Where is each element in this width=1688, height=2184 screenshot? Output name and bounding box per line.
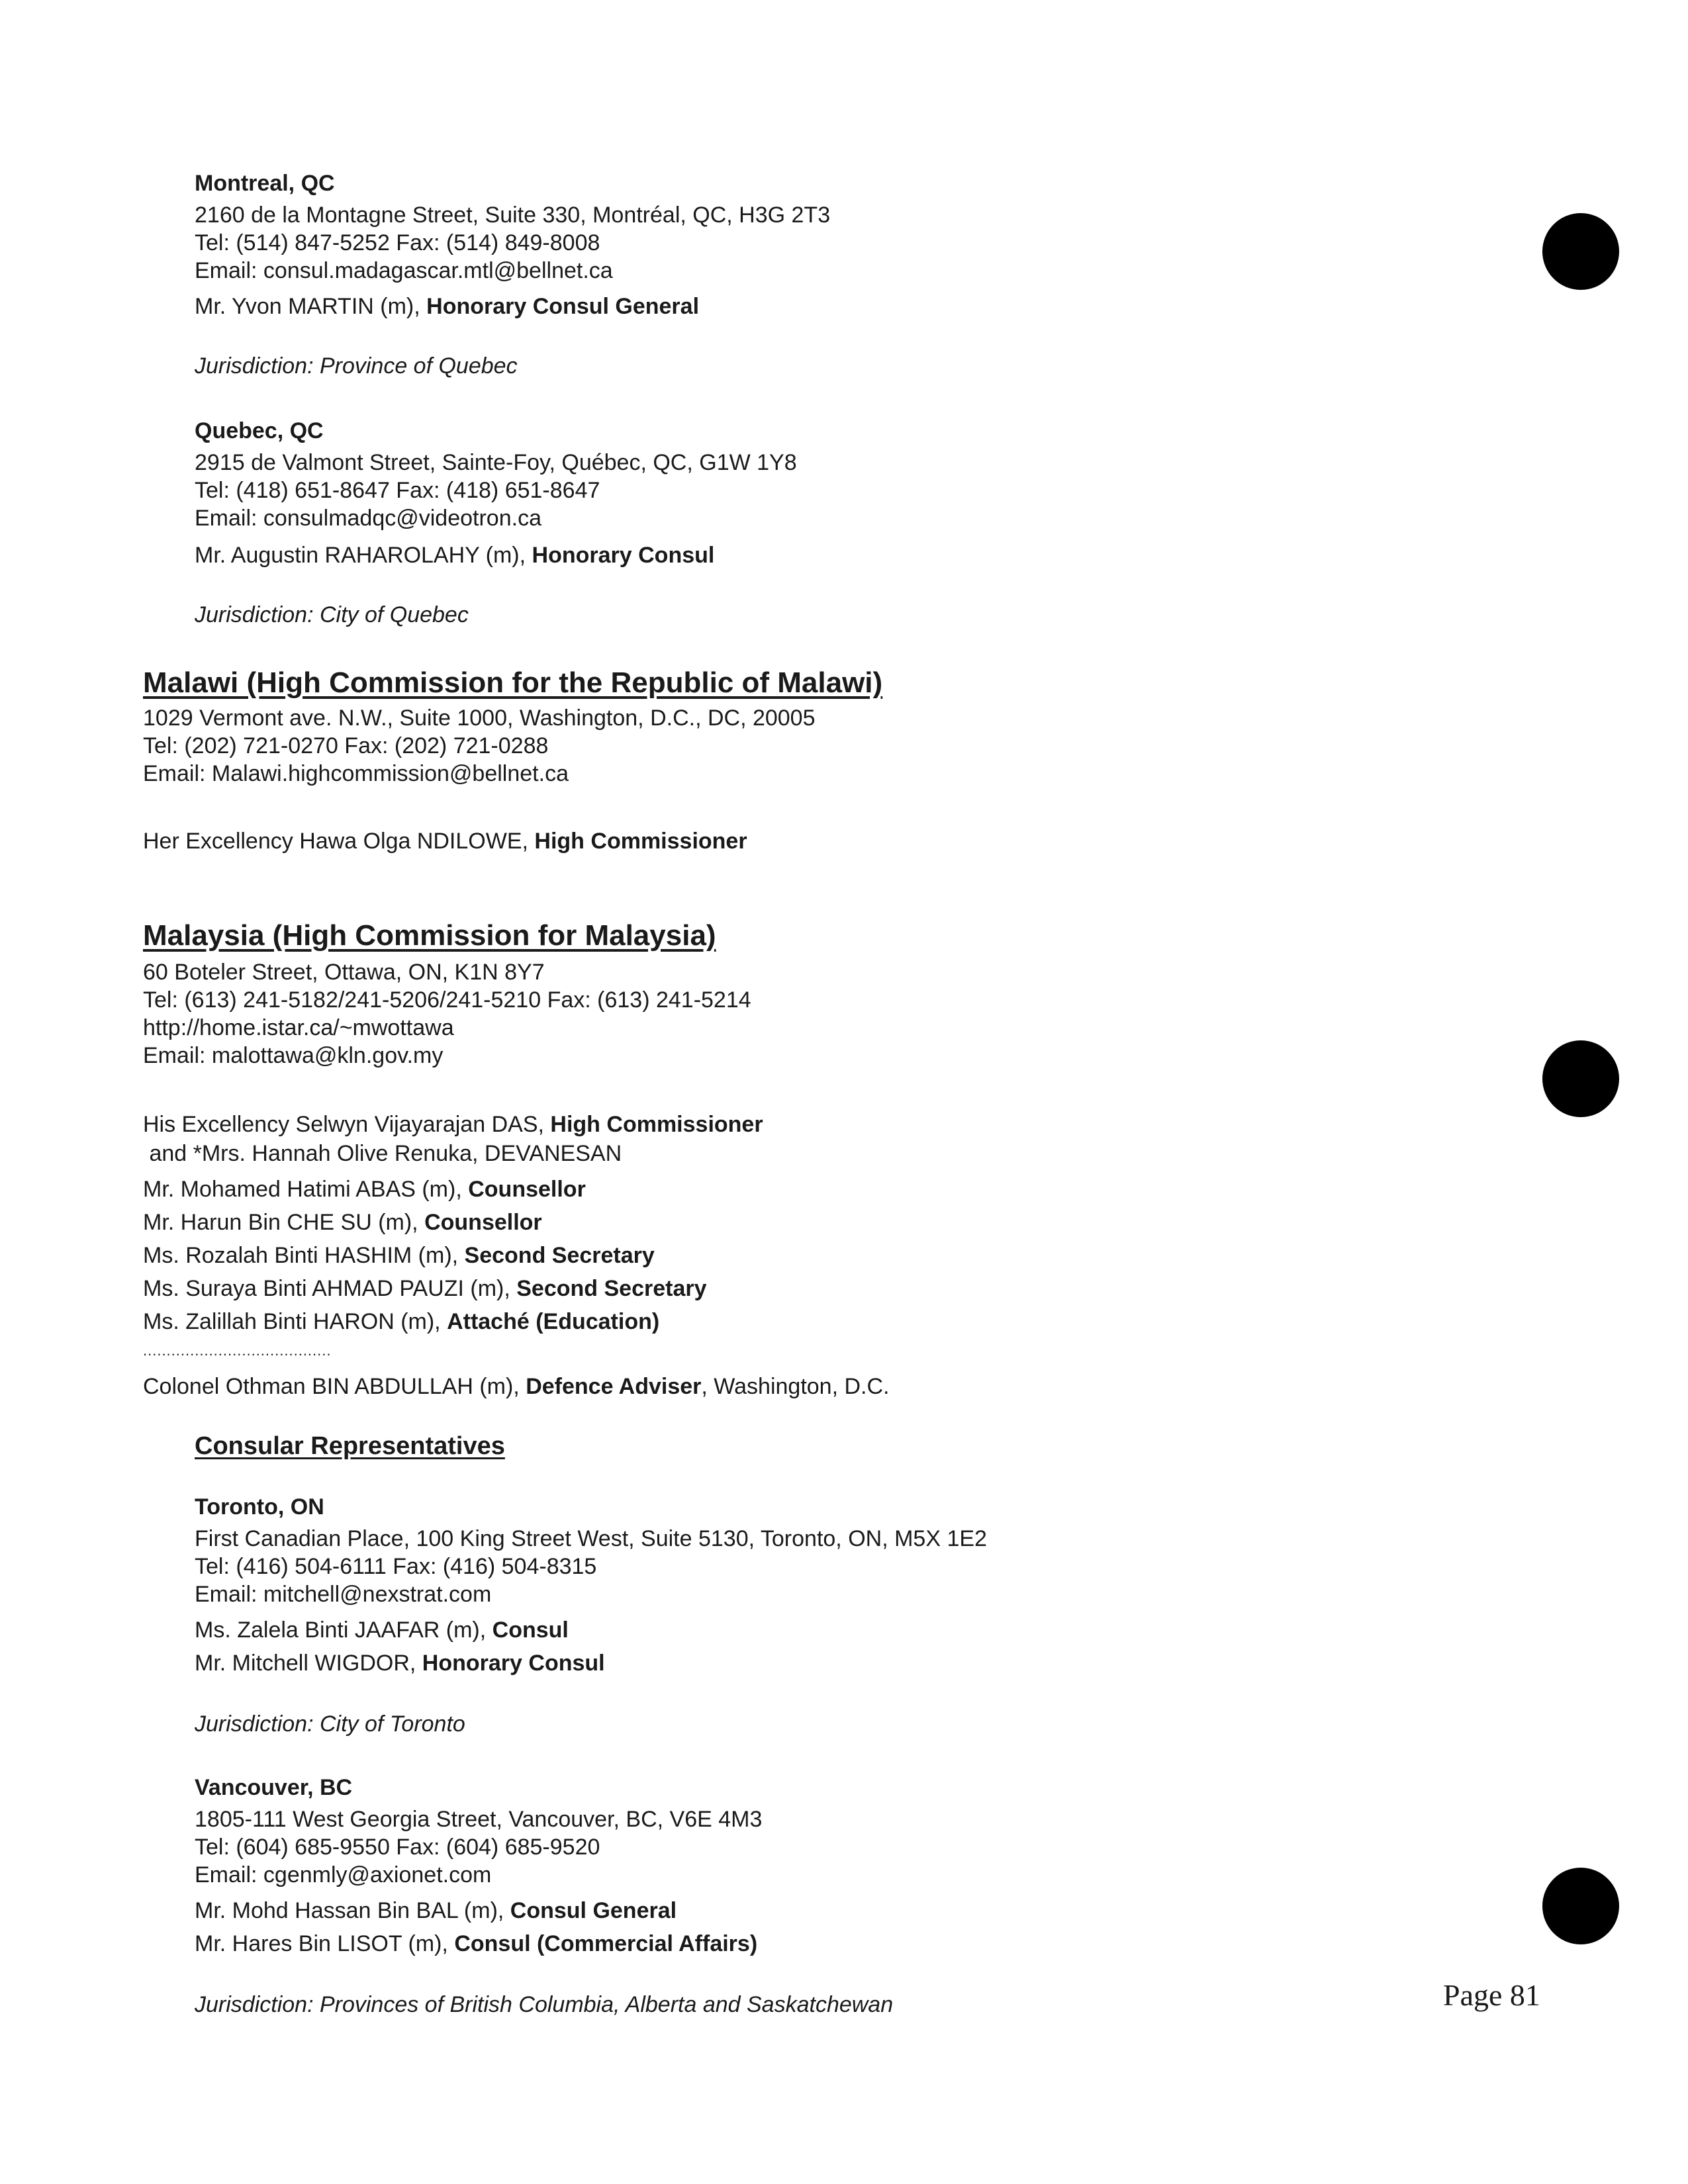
- vancouver-p1-title: Consul General: [510, 1898, 677, 1923]
- quebec-email: Email: consulmadqc@videotron.ca: [195, 506, 541, 531]
- quebec-address: 2915 de Valmont Street, Sainte-Foy, Québec, QC, G1W 1Y8: [195, 450, 797, 475]
- staff-row: [143, 1208, 542, 1236]
- malaysia-email: Email: malottawa@kln.gov.my: [143, 1043, 444, 1068]
- defence-location: , Washington, D.C.: [701, 1374, 890, 1399]
- toronto-p1-title: Consul: [492, 1617, 569, 1643]
- punch-hole-middle: [1542, 1040, 1619, 1117]
- quebec-title: Honorary Consul: [532, 543, 715, 568]
- vancouver-p2-title: Consul (Commercial Affairs): [454, 1931, 758, 1956]
- malawi-email: Email: Malawi.highcommission@bellnet.ca: [143, 761, 569, 786]
- montreal-tel: Tel: (514) 847-5252 Fax: (514) 849-8008: [195, 230, 600, 255]
- malawi-address: 1029 Vermont ave. N.W., Suite 1000, Washington, D.C., DC, 20005: [143, 705, 816, 731]
- malawi-person: Her Excellency Hawa Olga NDILOWE,: [143, 829, 535, 854]
- defence-title: Defence Adviser: [526, 1374, 702, 1399]
- malaysia-hc-title: High Commissioner: [550, 1112, 763, 1137]
- defence-name: Colonel Othman BIN ABDULLAH (m),: [143, 1374, 526, 1399]
- montreal-jurisdiction: Jurisdiction: Province of Quebec: [195, 353, 518, 379]
- vancouver-p1-name: Mr. Mohd Hassan Bin BAL (m),: [195, 1898, 510, 1923]
- vancouver-email: Email: cgenmly@axionet.com: [195, 1862, 492, 1888]
- malawi-tel: Tel: (202) 721-0270 Fax: (202) 721-0288: [143, 733, 549, 758]
- staff-row: [143, 1275, 707, 1302]
- vancouver-contact-2: [195, 1930, 757, 1958]
- staff-row: [143, 1308, 659, 1336]
- staff-title: Counsellor: [424, 1210, 542, 1235]
- page-number: Page 81: [1443, 1978, 1540, 2012]
- malawi-heading: Malawi (High Commission for the Republic of Malawi): [143, 666, 883, 699]
- toronto-jurisdiction: Jurisdiction: City of Toronto: [195, 1711, 465, 1737]
- malawi-contact: [143, 827, 747, 855]
- malaysia-defence: [143, 1373, 889, 1400]
- toronto-p1-name: Ms. Zalela Binti JAAFAR (m),: [195, 1617, 492, 1643]
- vancouver-contact-1: [195, 1897, 677, 1925]
- quebec-tel: Tel: (418) 651-8647 Fax: (418) 651-8647: [195, 478, 600, 503]
- staff-name: Mr. Mohamed Hatimi ABAS (m),: [143, 1177, 469, 1202]
- malaysia-heading: Malaysia (High Commission for Malaysia): [143, 919, 716, 952]
- staff-name: Ms. Zalillah Binti HARON (m),: [143, 1309, 447, 1334]
- malaysia-hc: [143, 1111, 763, 1138]
- malaysia-spouse: and *Mrs. Hannah Olive Renuka, DEVANESAN: [143, 1141, 622, 1166]
- toronto-city: Toronto, ON: [195, 1494, 324, 1520]
- quebec-contact: [195, 541, 714, 569]
- malaysia-web: http://home.istar.ca/~mwottawa: [143, 1015, 454, 1040]
- quebec-jurisdiction: Jurisdiction: City of Quebec: [195, 602, 469, 627]
- staff-row: [143, 1175, 586, 1203]
- vancouver-address: 1805-111 West Georgia Street, Vancouver, BC, V6E 4M3: [195, 1807, 763, 1832]
- staff-name: Ms. Suraya Binti AHMAD PAUZI (m),: [143, 1276, 517, 1301]
- montreal-email: Email: consul.madagascar.mtl@bellnet.ca: [195, 258, 613, 283]
- montreal-address: 2160 de la Montagne Street, Suite 330, Montréal, QC, H3G 2T3: [195, 203, 831, 228]
- quebec-person: Mr. Augustin RAHAROLAHY (m),: [195, 543, 532, 568]
- staff-name: Mr. Harun Bin CHE SU (m),: [143, 1210, 425, 1235]
- malaysia-address: 60 Boteler Street, Ottawa, ON, K1N 8Y7: [143, 960, 545, 985]
- malawi-title: High Commissioner: [534, 829, 747, 854]
- staff-name: Ms. Rozalah Binti HASHIM (m),: [143, 1243, 465, 1268]
- toronto-address: First Canadian Place, 100 King Street West, Suite 5130, Toronto, ON, M5X 1E2: [195, 1526, 987, 1551]
- staff-title: Second Secretary: [516, 1276, 707, 1301]
- montreal-title: Honorary Consul General: [426, 294, 700, 319]
- vancouver-p2-name: Mr. Hares Bin LISOT (m),: [195, 1931, 455, 1956]
- staff-title: Counsellor: [468, 1177, 586, 1202]
- consular-heading: Consular Representatives: [195, 1432, 505, 1460]
- malaysia-hc-person: His Excellency Selwyn Vijayarajan DAS,: [143, 1112, 551, 1137]
- staff-title: Second Secretary: [464, 1243, 655, 1268]
- punch-hole-top: [1542, 213, 1619, 290]
- toronto-p2-title: Honorary Consul: [422, 1651, 605, 1676]
- staff-row: [143, 1242, 655, 1269]
- toronto-email: Email: mitchell@nexstrat.com: [195, 1582, 492, 1607]
- toronto-tel: Tel: (416) 504-6111 Fax: (416) 504-8315: [195, 1554, 597, 1579]
- punch-hole-bottom: [1542, 1868, 1619, 1944]
- montreal-contact: [195, 293, 699, 320]
- vancouver-jurisdiction: Jurisdiction: Provinces of British Columbia, Alberta and Saskatchewan: [195, 1992, 894, 2017]
- malaysia-tel: Tel: (613) 241-5182/241-5206/241-5210 Fax: (613) 241-5214: [143, 987, 751, 1013]
- toronto-contact-2: [195, 1649, 605, 1677]
- montreal-city: Montreal, QC: [195, 171, 335, 196]
- vancouver-tel: Tel: (604) 685-9550 Fax: (604) 685-9520: [195, 1835, 600, 1860]
- dotted-separator: ........................................: [143, 1342, 332, 1359]
- vancouver-city: Vancouver, BC: [195, 1775, 353, 1800]
- quebec-city: Quebec, QC: [195, 418, 324, 443]
- toronto-contact-1: [195, 1616, 569, 1644]
- staff-title: Attaché (Education): [447, 1309, 660, 1334]
- toronto-p2-name: Mr. Mitchell WIGDOR,: [195, 1651, 422, 1676]
- montreal-person: Mr. Yvon MARTIN (m),: [195, 294, 427, 319]
